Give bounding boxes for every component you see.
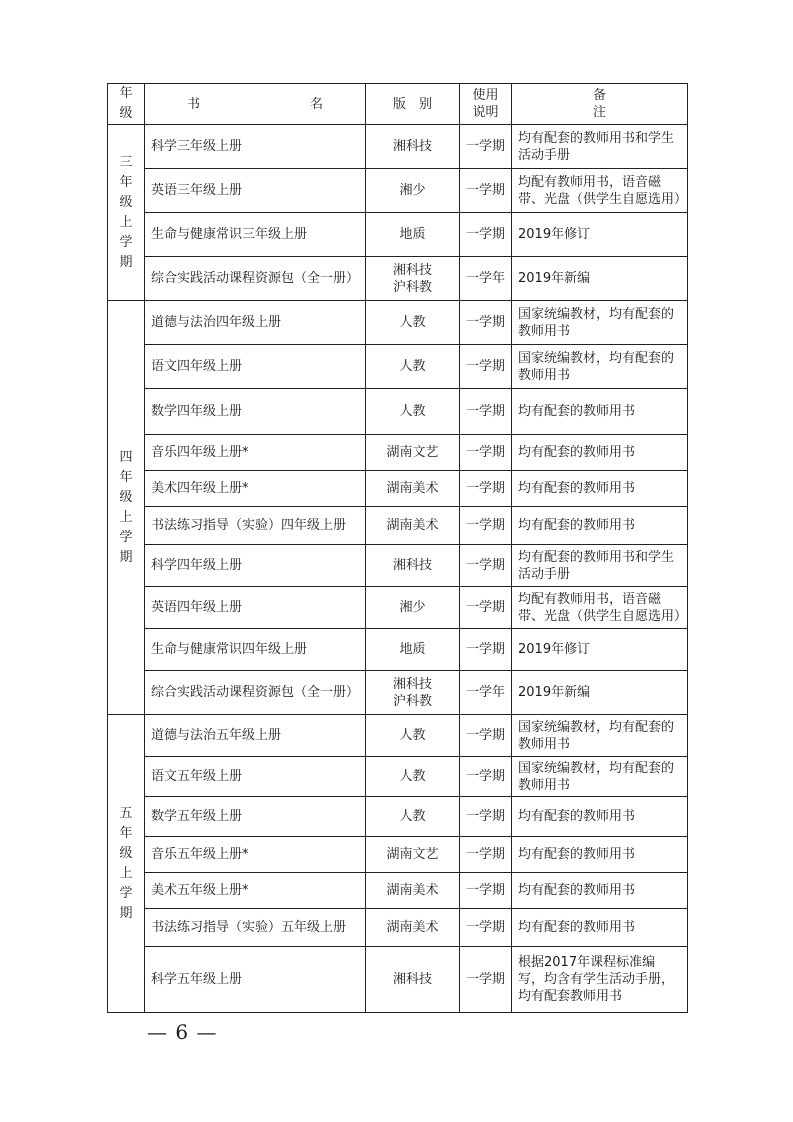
table-row (108, 797, 688, 837)
usage-cell: 一学期 (460, 169, 512, 213)
table-body (108, 125, 688, 1013)
publisher-cell: 湖南美术 (366, 909, 460, 947)
grade-label: 四年级上学期 (119, 449, 133, 565)
note-cell: 均有配套的教师用书 (512, 389, 688, 435)
book-name-cell: 科学四年级上册 (145, 545, 366, 587)
usage-cell: 一学期 (460, 873, 512, 909)
publisher-cell: 湘科技 沪科教 (366, 671, 460, 715)
note-cell: 均有配套的教师用书 (512, 435, 688, 471)
note-cell: 均配有教师用书，语音磁带、光盘（供学生自愿选用） (512, 587, 688, 629)
usage-cell: 一学期 (460, 213, 512, 257)
note-cell: 均有配套的教师用书 (512, 797, 688, 837)
table-row (108, 947, 688, 1013)
table-header-row (108, 84, 688, 125)
table-row (108, 873, 688, 909)
book-name-cell: 音乐四年级上册* (145, 435, 366, 471)
usage-cell: 一学期 (460, 545, 512, 587)
publisher-cell: 人教 (366, 301, 460, 345)
publisher-cell: 湘科技 (366, 545, 460, 587)
book-name-cell: 科学三年级上册 (145, 125, 366, 169)
usage-cell: 一学期 (460, 947, 512, 1013)
publisher-cell: 地质 (366, 213, 460, 257)
book-name-cell: 英语四年级上册 (145, 587, 366, 629)
grade-cell (108, 125, 145, 301)
table-row (108, 345, 688, 389)
usage-cell: 一学期 (460, 125, 512, 169)
table-row (108, 125, 688, 169)
note-cell: 均有配套的教师用书 (512, 507, 688, 545)
publisher-cell: 人教 (366, 757, 460, 797)
book-name-cell: 科学五年级上册 (145, 947, 366, 1013)
note-cell: 均有配套的教师用书 (512, 837, 688, 873)
publisher-cell: 地质 (366, 629, 460, 671)
table-row (108, 213, 688, 257)
usage-cell: 一学期 (460, 471, 512, 507)
usage-cell: 一学期 (460, 715, 512, 757)
usage-cell: 一学期 (460, 301, 512, 345)
table-row (108, 389, 688, 435)
book-name-cell: 语文四年级上册 (145, 345, 366, 389)
note-cell: 2019年新编 (512, 671, 688, 715)
note-cell: 根据2017年课程标准编写，均含有学生活动手册，均有配套教师用书 (512, 947, 688, 1013)
table-row (108, 507, 688, 545)
table-row (108, 909, 688, 947)
table-row (108, 671, 688, 715)
usage-cell: 一学期 (460, 587, 512, 629)
grade-label: 三年级上学期 (119, 154, 133, 270)
note-cell: 均配有教师用书，语音磁带、光盘（供学生自愿选用） (512, 169, 688, 213)
table-row (108, 629, 688, 671)
grade-label: 五年级上学期 (119, 805, 133, 921)
usage-cell: 一学期 (460, 389, 512, 435)
note-cell: 2019年修订 (512, 213, 688, 257)
page-number: — 6 — (147, 1020, 218, 1044)
grade-cell (108, 301, 145, 715)
note-cell: 均有配套的教师用书 (512, 909, 688, 947)
publisher-cell: 湘少 (366, 169, 460, 213)
note-cell: 2019年修订 (512, 629, 688, 671)
usage-cell: 一学期 (460, 435, 512, 471)
publisher-cell: 湘少 (366, 587, 460, 629)
publisher-cell: 湖南美术 (366, 471, 460, 507)
book-name-cell: 数学四年级上册 (145, 389, 366, 435)
table-row (108, 837, 688, 873)
header-publisher: 版 别 (366, 84, 460, 125)
publisher-cell: 人教 (366, 345, 460, 389)
publisher-cell: 湘科技 (366, 125, 460, 169)
usage-cell: 一学期 (460, 507, 512, 545)
header-note: 备 注 (512, 84, 688, 125)
publisher-cell: 湖南文艺 (366, 837, 460, 873)
header-name: 书 名 (145, 84, 366, 125)
usage-cell: 一学年 (460, 671, 512, 715)
book-name-cell: 美术四年级上册* (145, 471, 366, 507)
book-name-cell: 数学五年级上册 (145, 797, 366, 837)
usage-cell: 一学期 (460, 345, 512, 389)
table-row (108, 587, 688, 629)
table-row (108, 257, 688, 301)
note-cell: 国家统编教材，均有配套的教师用书 (512, 757, 688, 797)
book-name-cell: 生命与健康常识四年级上册 (145, 629, 366, 671)
table-row (108, 471, 688, 507)
book-name-cell: 道德与法治五年级上册 (145, 715, 366, 757)
note-cell: 均有配套的教师用书 (512, 873, 688, 909)
header-usage: 使用说明 (460, 84, 512, 125)
textbook-table (107, 83, 717, 1013)
book-name-cell: 音乐五年级上册* (145, 837, 366, 873)
usage-cell: 一学期 (460, 797, 512, 837)
usage-cell: 一学年 (460, 257, 512, 301)
grade-cell (108, 715, 145, 1013)
book-name-cell: 语文五年级上册 (145, 757, 366, 797)
note-cell: 国家统编教材，均有配套的教师用书 (512, 301, 688, 345)
header-grade: 年级 (108, 84, 145, 125)
book-name-cell: 书法练习指导（实验）五年级上册 (145, 909, 366, 947)
note-cell: 均有配套的教师用书和学生活动手册 (512, 125, 688, 169)
publisher-cell: 湘科技 (366, 947, 460, 1013)
publisher-cell: 湖南美术 (366, 507, 460, 545)
publisher-cell: 人教 (366, 715, 460, 757)
publisher-cell: 人教 (366, 389, 460, 435)
table-row (108, 757, 688, 797)
table-row (108, 715, 688, 757)
note-cell: 国家统编教材，均有配套的教师用书 (512, 715, 688, 757)
usage-cell: 一学期 (460, 757, 512, 797)
book-name-cell: 美术五年级上册* (145, 873, 366, 909)
publisher-cell: 人教 (366, 797, 460, 837)
publisher-cell: 湖南美术 (366, 873, 460, 909)
book-name-cell: 书法练习指导（实验）四年级上册 (145, 507, 366, 545)
note-cell: 2019年新编 (512, 257, 688, 301)
book-name-cell: 生命与健康常识三年级上册 (145, 213, 366, 257)
table-row (108, 545, 688, 587)
note-cell: 均有配套的教师用书 (512, 471, 688, 507)
book-name-cell: 英语三年级上册 (145, 169, 366, 213)
table-row (108, 301, 688, 345)
table-row (108, 169, 688, 213)
table-row (108, 435, 688, 471)
book-name-cell: 综合实践活动课程资源包（全一册） (145, 671, 366, 715)
usage-cell: 一学期 (460, 837, 512, 873)
note-cell: 均有配套的教师用书和学生活动手册 (512, 545, 688, 587)
book-name-cell: 综合实践活动课程资源包（全一册） (145, 257, 366, 301)
book-name-cell: 道德与法治四年级上册 (145, 301, 366, 345)
note-cell: 国家统编教材，均有配套的教师用书 (512, 345, 688, 389)
usage-cell: 一学期 (460, 629, 512, 671)
usage-cell: 一学期 (460, 909, 512, 947)
publisher-cell: 湖南文艺 (366, 435, 460, 471)
publisher-cell: 湘科技 沪科教 (366, 257, 460, 301)
